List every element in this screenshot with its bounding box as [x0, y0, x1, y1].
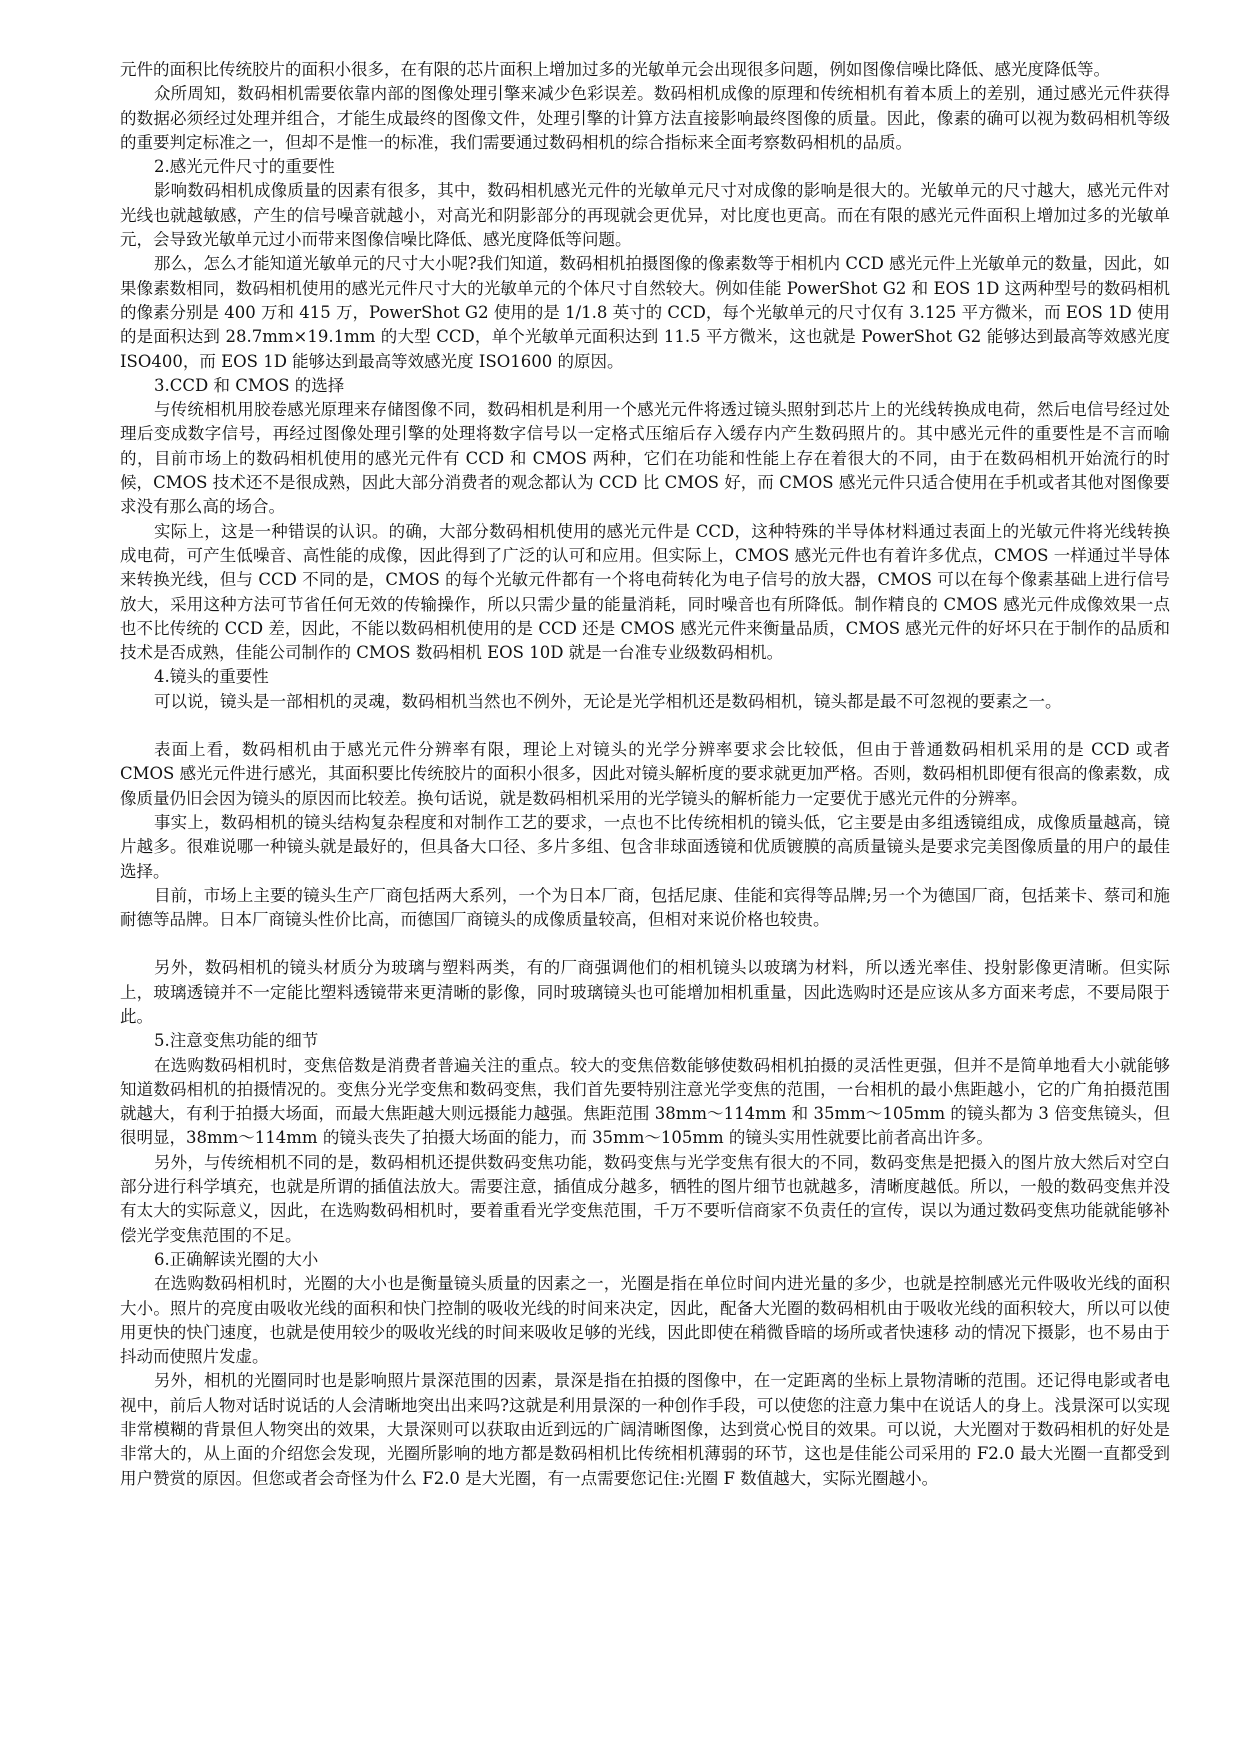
paragraph-1: 元件的面积比传统胶片的面积小很多，在有限的芯片面积上增加过多的光敏单元会出现很多问题，例如图像信噪比降低、感光度降低等。 — [120, 60, 1110, 79]
paragraph-10: 目前，市场上主要的镜头生产厂商包括两大系列，一个为日本厂商，包括尼康、佳能和宾得等品牌;另一个为德国厂商，包括莱卡、蔡司和施耐德等品牌。日本厂商镜头性价比高，而德国厂商镜头的成像质量较高，但相对来说价格也较贵。 — [120, 885, 1170, 930]
section-heading-2: 2.感光元件尺寸的重要性 — [154, 157, 335, 177]
section-heading-5: 5.注意变焦功能的细节 — [154, 1031, 319, 1051]
document-page — [120, 58, 1170, 1491]
paragraph-13: 另外，与传统相机不同的是，数码相机还提供数码变焦功能，数码变焦与光学变焦有很大的不同，数码变焦是把摄入的图片放大然后对空白部分进行科学填充，也就是所谓的插值法放大。需要注意，插值成分越多，牺牲的图片细节也就越多，清晰度越低。所以，一般的数码变焦并没有太大的实际意义，因此，在选购数码相机时，要着重看光学变焦范围，千万不要听信商家不负责任的宣传，误以为通过数码变焦功能就能够补偿光学变焦范围的不足。 — [120, 1152, 1170, 1245]
paragraph-8: 表面上看，数码相机由于感光元件分辨率有限，理论上对镜头的光学分辨率要求会比较低，但由于普通数码相机采用的是 CCD 或者 CMOS 感光元件进行感光，其面积要比传统胶片的面积小很多，因此对镜头解析度的要求就更加严格。否则，数码相机即便有很高的像素数，成像质量仍旧会因为镜头的原因而比较差。换句话说，就是数码相机采用的光学镜头的解析能力一定要优于感光元件的分辨率。 — [120, 740, 1170, 808]
paragraph-7: 可以说，镜头是一部相机的灵魂，数码相机当然也不例外，无论是光学相机还是数码相机，镜头都是最不可忽视的要素之一。 — [154, 691, 1062, 711]
paragraph-12: 在选购数码相机时，变焦倍数是消费者普遍关注的重点。较大的变焦倍数能够使数码相机拍摄的灵活性更强，但并不是简单地看大小就能够知道数码相机的拍摄情况的。变焦分光学变焦和数码变焦，我们首先要特别注意光学变焦的范围，一台相机的最小焦距越小，它的广角拍摄范围就越大，有利于拍摄大场面，而最大焦距越大则远摄能力越强。焦距范围 38mm～114mm 和 35mm～105mm 的镜头都为 3 倍变焦镜头，但很明显，38mm～114mm 的镜头丧失了拍摄大场面的能力，而 35mm～105mm 的镜头实用性就要比前者高出许多。 — [120, 1055, 1170, 1148]
paragraph-9: 事实上，数码相机的镜头结构复杂程度和对制作工艺的要求，一点也不比传统相机的镜头低，它主要是由多组透镜组成，成像质量越高，镜片越多。很难说哪一种镜头就是最好的，但具备大口径、多片多组、包含非球面透镜和优质镀膜的高质量镜头是要求完美图像质量的用户的最佳选择。 — [120, 812, 1170, 881]
paragraph-15: 另外，相机的光圈同时也是影响照片景深范围的因素，景深是指在拍摄的图像中，在一定距离的坐标上景物清晰的范围。还记得电影或者电视中，前后人物对话时说话的人会清晰地突出出来吗?这就是利用景深的一种创作手段，可以使您的注意力集中在说话人的身上。浅景深可以实现非常模糊的背景但人物突出的效果，大景深则可以获取由近到远的广阔清晰图像，达到赏心悦目的效果。可以说，大光圈对于数码相机的好处是非常大的，从上面的介绍您会发现，光圈所影响的地方都是数码相机比传统相机薄弱的环节，这也是佳能公司采用的 F2.0 最大光圈一直都受到用户赞赏的原因。但您或者会奇怪为什么 F2.0 是大光圈，有一点需要您记住:光圈 F 数值越大，实际光圈越小。 — [120, 1371, 1170, 1488]
paragraph-2: 众所周知，数码相机需要依靠内部的图像处理引擎来减少色彩误差。数码相机成像的原理和传统相机有着本质上的差别，通过感光元件获得的数据必须经过处理并组合，才能生成最终的图像文件，处理引擎的计算方法直接影响最终图像的质量。因此，像素的确可以视为数码相机等级的重要判定标准之一，但却不是惟一的标准，我们需要通过数码相机的综合指标来全面考察数码相机的品质。 — [120, 84, 1170, 152]
paragraph-14: 在选购数码相机时，光圈的大小也是衡量镜头质量的因素之一，光圈是指在单位时间内进光量的多少，也就是控制感光元件吸收光线的面积大小。照片的亮度由吸收光线的面积和快门控制的吸收光线的时间来决定，因此，配备大光圈的数码相机由于吸收光线的面积较大，所以可以使用更快的快门速度，也就是使用较少的吸收光线的时间来吸收足够的光线，因此即使在稍微昏暗的场所或者快速移 动的情况下摄影，也不易由于抖动而使照片发虚。 — [120, 1274, 1170, 1367]
paragraph-4: 那么，怎么才能知道光敏单元的尺寸大小呢?我们知道，数码相机拍摄图像的像素数等于相机内 CCD 感光元件上光敏单元的数量，因此，如果像素数相同，数码相机使用的感光元件尺寸大的光敏单元的个体尺寸自然较大。例如佳能 PowerShot G2 和 EOS 1D 这两种型号的数码相机的像素分别是 400 万和 415 万，PowerShot G2 使用的是 1/1.8 英寸的 CCD，每个光敏单元的尺寸仅有 3.125 平方微米，而 EOS 1D 使用的是面积达到 28.7mm×19.1mm 的大型 CCD，单个光敏单元面积达到 11.5 平方微米，这也就是 PowerShot G2 能够达到最高等效感光度 ISO400，而 EOS 1D 能够达到最高等效感光度 ISO1600 的原因。 — [120, 254, 1170, 371]
paragraph-3: 影响数码相机成像质量的因素有很多，其中，数码相机感光元件的光敏单元尺寸对成像的影响是很大的。光敏单元的尺寸越大，感光元件对光线也就越敏感，产生的信号噪音就越小，对高光和阴影部分的再现就会更优异，对比度也更高。而在有限的感光元件面积上增加过多的光敏单元，会导致光敏单元过小而带来图像信噪比降低、感光度降低等问题。 — [120, 181, 1170, 250]
section-heading-3: 3.CCD 和 CMOS 的选择 — [154, 375, 345, 395]
paragraph-11: 另外，数码相机的镜头材质分为玻璃与塑料两类，有的厂商强调他们的相机镜头以玻璃为材料，所以透光率佳、投射影像更清晰。但实际上，玻璃透镜并不一定能比塑料透镜带来更清晰的影像，同时玻璃镜头也可能增加相机重量，因此选购时还是应该从多方面来考虑，不要局限于此。 — [120, 958, 1170, 1026]
paragraph-6: 实际上，这是一种错误的认识。的确，大部分数码相机使用的感光元件是 CCD，这种特殊的半导体材料通过表面上的光敏元件将光线转换成电荷，可产生低噪音、高性能的成像，因此得到了广泛的认可和应用。但实际上，CMOS 感光元件也有着许多优点，CMOS 一样通过半导体来转换光线，但与 CCD 不同的是，CMOS 的每个光敏元件都有一个将电荷转化为电子信号的放大器，CMOS 可以在每个像素基础上进行信号放大，采用这种方法可节省任何无效的传输操作，所以只需少量的能量消耗，同时噪音也有所降低。制作精良的 CMOS 感光元件成像效果一点也不比传统的 CCD 差，因此，不能以数码相机使用的是 CCD 还是 CMOS 感光元件来衡量品质，CMOS 感光元件的好坏只在于制作的品质和技术是否成熟，佳能公司制作的 CMOS 数码相机 EOS 10D 就是一台准专业级数码相机。 — [120, 521, 1170, 663]
paragraph-5: 与传统相机用胶卷感光原理来存储图像不同，数码相机是利用一个感光元件将透过镜头照射到芯片上的光线转换成电荷，然后电信号经过处理后变成数字信号，再经过图像处理引擎的处理将数字信号以一定格式压缩后存入缓存内产生数码照片的。其中感光元件的重要性是不言而喻的，目前市场上的数码相机使用的感光元件有 CCD 和 CMOS 两种，它们在功能和性能上存在着很大的不同，由于在数码相机开始流行的时候，CMOS 技术还不是很成熟，因此大部分消费者的观念都认为 CCD 比 CMOS 好，而 CMOS 感光元件只适合使用在手机或者其他对图像要求没有那么高的场合。 — [120, 400, 1170, 517]
section-heading-4: 4.镜头的重要性 — [154, 667, 269, 687]
section-heading-6: 6.正确解读光圈的大小 — [154, 1249, 319, 1269]
